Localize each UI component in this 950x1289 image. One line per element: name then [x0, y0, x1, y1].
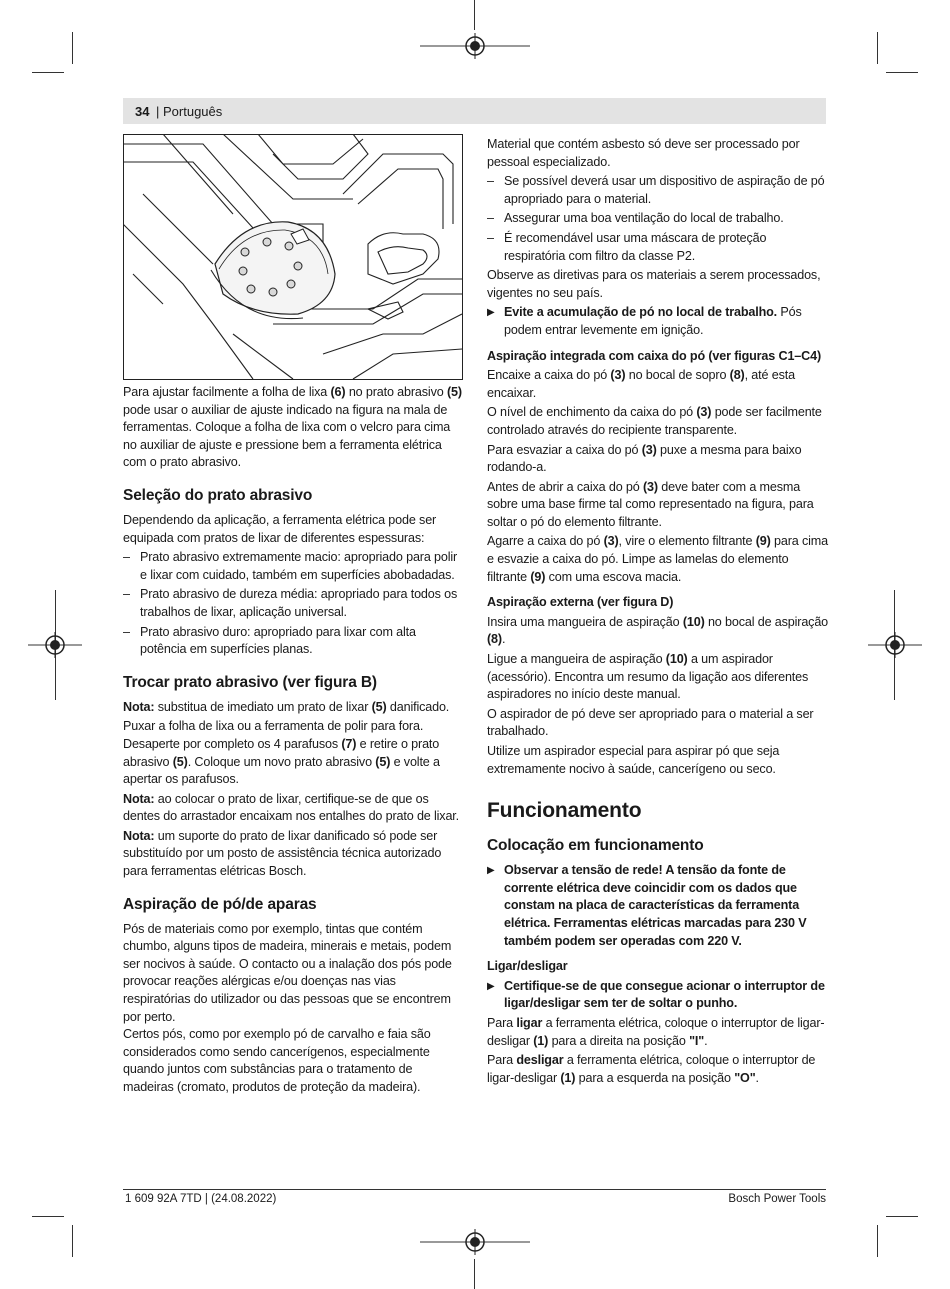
section-title: Trocar prato abrasivo (ver figura B): [123, 673, 377, 691]
bold-text-run: (9): [755, 534, 771, 549]
registration-mark-icon: [420, 1224, 530, 1260]
bold-text-run: (5): [446, 385, 462, 399]
bold-text-run: (5): [371, 699, 387, 714]
paragraph: [487, 1015, 829, 1050]
paragraph: Pós de materiais como por exemplo, tintas que contém chumbo, alguns tipos de madeira, minerais e metais, podem ser nocivos à saúde. O contacto ou a inalação dos pós pode provocar reações alérgicas e/ou doenças nas vias respiratórias do utilizador ou das pessoas que se encontrem por perto.: [123, 921, 452, 1024]
text-run: Puxar a folha de lixa ou a ferramenta de polir para fora. Desaperte por completo os 4 parafusos: [123, 719, 424, 751]
crop-mark: [32, 72, 64, 73]
text-run: com uma escova macia.: [545, 569, 682, 584]
left-column: [123, 384, 463, 1099]
crop-mark: [474, 0, 475, 30]
text-run: no prato abrasivo: [345, 385, 447, 399]
dash-icon: –: [487, 230, 494, 245]
text-run: Para esvaziar a caixa do pó: [487, 442, 642, 457]
text-run: Para: [487, 1015, 517, 1030]
bold-text-run: (7): [341, 736, 357, 751]
note-paragraph: [123, 791, 463, 826]
bullet-list: [123, 549, 463, 659]
text-run: danificado.: [386, 699, 450, 714]
text-run: puxe a mesma para baixo rodando-a.: [487, 442, 802, 475]
text-run: , até esta encaixar.: [487, 368, 795, 400]
bold-text-run: (3): [610, 368, 626, 383]
warning-item: [487, 862, 829, 950]
paragraph: [487, 1052, 829, 1087]
crop-mark: [886, 1216, 918, 1217]
bold-text-run: (3): [603, 534, 619, 549]
bold-text-run: Nota:: [123, 699, 155, 714]
footer-rule: [123, 1189, 826, 1190]
page-number: 34: [135, 104, 150, 119]
section-title: Aspiração de pó/de aparas: [123, 895, 317, 913]
paragraph: [487, 404, 829, 439]
bold-text-run: Nota:: [123, 828, 155, 843]
paragraph: [487, 533, 829, 586]
text-run: .: [501, 632, 506, 647]
text-run: para a direita na posição: [548, 1033, 690, 1048]
note-paragraph: [123, 828, 463, 881]
text-run: para a esquerda na posição: [575, 1070, 735, 1085]
list-item: – É recomendável usar uma máscara de proteção respiratória com filtro da classe P2.: [487, 230, 767, 263]
bold-text-run: (9): [530, 569, 546, 584]
paragraph: Observe as diretivas para os materiais a serem processados, vigentes no seu país.: [487, 268, 821, 300]
section-title: Seleção do prato abrasivo: [123, 486, 313, 504]
header-language: Português: [163, 104, 223, 119]
text-run: , vire o elemento filtrante: [618, 534, 756, 549]
bold-text-run: Observar a tensão de rede! A tensão da fonte de corrente elétrica deve coincidir com os dados que constam na placa de características da ferramenta elétrica. Ferramentas elétricas marcadas para 230 V também podem ser operadas com 220 V.: [504, 863, 807, 948]
list-item: – Prato abrasivo de dureza média: apropriado para todos os trabalhos de lixar, aplicação universal.: [123, 587, 458, 619]
text-run: Para: [487, 1053, 517, 1068]
crop-mark: [32, 1216, 64, 1217]
dash-icon: –: [123, 624, 130, 639]
paragraph: [487, 614, 829, 649]
bold-text-run: (10): [682, 614, 705, 629]
note-paragraph: [123, 699, 463, 717]
bold-text-run: "O": [734, 1070, 756, 1085]
dash-icon: –: [487, 174, 494, 189]
bold-text-run: (10): [665, 652, 688, 667]
text-run: no bocal de sopro: [625, 368, 730, 383]
text-run: pode usar o auxiliar de ajuste indicado na figura na mala de ferramentas. Coloque a folha de lixa com o velcro para cima no auxiliar de ajuste e pressione bem a ferramenta elétrica com o prato abrasivo.: [123, 402, 451, 470]
text-run: Ligue a mangueira de aspiração: [487, 652, 666, 667]
section-title: Colocação em funcionamento: [487, 837, 704, 855]
text-run: Insira uma mangueira de aspiração: [487, 614, 683, 629]
header-separator: |: [156, 104, 160, 119]
paragraph: Certos pós, como por exemplo pó de carvalho e faia são considerados como sendo cancerígenos, especialmente quando juntos com substâncias para o tratamento de madeiras (cromato, produtos de proteção da madeira).: [123, 1027, 431, 1094]
list-item: – Se possível deverá usar um dispositivo de aspiração de pó apropriado para o material.: [487, 174, 825, 206]
text-run: a ferramenta elétrica, coloque o interruptor de ligar-desligar: [487, 1053, 816, 1085]
text-run: e retire o prato abrasivo: [123, 736, 440, 769]
bold-text-run: (8): [729, 368, 745, 383]
registration-mark-icon: [28, 627, 82, 663]
bold-text-run: (5): [375, 754, 391, 769]
text-run: a ferramenta elétrica, coloque o interruptor de ligar-desligar: [487, 1015, 825, 1048]
text-run: . Coloque um novo prato abrasivo: [187, 754, 376, 769]
bold-text-run: (1): [560, 1070, 576, 1085]
bold-text-run: (1): [533, 1033, 549, 1048]
text-run: substitua de imediato um prato de lixar: [154, 699, 372, 714]
bold-text-run: (3): [696, 405, 712, 420]
paragraph: [487, 479, 829, 532]
text-run: O nível de enchimento da caixa do pó: [487, 405, 697, 420]
text-run: e volte a apertar os parafusos.: [123, 754, 440, 787]
bold-text-run: (6): [330, 385, 346, 399]
registration-mark-icon: [868, 627, 922, 663]
crop-mark: [72, 32, 73, 64]
paragraph: Dependendo da aplicação, a ferramenta elétrica pode ser equipada com pratos de lixar de diferentes espessuras:: [123, 512, 437, 545]
dash-icon: –: [123, 550, 130, 565]
bold-text-run: (5): [172, 754, 188, 769]
crop-mark: [886, 72, 918, 73]
bold-text-run: desligar: [516, 1053, 564, 1068]
text-run: um suporte do prato de lixar danificado só pode ser substituído por um posto de assistência técnica autorizado para ferramentas elétricas Bosch.: [123, 828, 442, 879]
paragraph: [487, 442, 829, 477]
text-run: Antes de abrir a caixa do pó: [487, 479, 643, 494]
paragraph: [487, 651, 829, 704]
text-run: para cima e esvazie a caixa do pó. Limpe as lamelas do elemento filtrante: [487, 534, 828, 584]
list-item: – Assegurar uma boa ventilação do local de trabalho.: [487, 210, 829, 228]
bold-text-run: Certifique-se de que consegue acionar o interruptor de ligar/desligar sem ter de soltar o punho.: [504, 978, 825, 1011]
bold-text-run: ligar: [516, 1015, 543, 1030]
text-run: deve bater com a mesma sobre uma base firme tal como representado na figura, para soltar o pó do elemento filtrante.: [487, 479, 814, 529]
sanding-pad-in-case-illustration: [123, 134, 463, 380]
text-run: a um aspirador (acessório). Encontra um resumo da ligação aos diferentes aspiradores no início deste manual.: [487, 652, 809, 702]
paragraph: Material que contém asbesto só deve ser processado por pessoal especializado.: [487, 137, 800, 169]
bold-text-run: (3): [642, 479, 658, 494]
dash-icon: –: [123, 587, 130, 602]
bold-text-run: Nota:: [123, 791, 155, 806]
list-item: – Prato abrasivo duro: apropriado para lixar com alta potência em superfícies planas.: [123, 624, 416, 657]
text-run: Encaixe a caixa do pó: [487, 368, 611, 383]
text-run: ao colocar o prato de lixar, certifique-se de que os dentes do arrastador encaixam nos entalhes do prato de lixar.: [123, 791, 459, 824]
crop-mark: [474, 1259, 475, 1289]
subsection-title: Aspiração externa (ver figura D): [487, 595, 674, 610]
dash-icon: –: [487, 211, 494, 226]
page-header: [123, 98, 826, 124]
footer-brand: Bosch Power Tools: [728, 1193, 826, 1205]
subsection-title: Aspiração integrada com caixa do pó (ver figuras C1–C4): [487, 348, 821, 363]
paragraph: [487, 367, 829, 402]
bold-text-run: (3): [641, 442, 657, 457]
bold-text-run: "I": [689, 1033, 705, 1048]
right-column: [487, 136, 829, 1089]
chapter-title: Funcionamento: [487, 799, 642, 823]
text-run: Agarre a caixa do pó: [487, 534, 604, 549]
triangle-bullet-icon: ▶: [487, 980, 495, 992]
crop-mark: [877, 32, 878, 64]
list-item: – Prato abrasivo extremamente macio: apropriado para polir e lixar com cuidado, também em superfícies abobadadas.: [123, 550, 458, 582]
text-run: .: [755, 1070, 759, 1085]
text-run: Para ajustar facilmente a folha de lixa: [123, 385, 331, 399]
paragraph: Utilize um aspirador especial para aspirar pó que seja extremamente nocivo à saúde, cancerígeno ou seco.: [487, 744, 780, 776]
bold-text-run: Evite a acumulação de pó no local de trabalho.: [504, 305, 778, 320]
bullet-list: [487, 173, 829, 265]
triangle-bullet-icon: ▶: [487, 865, 495, 877]
triangle-bullet-icon: ▶: [487, 307, 495, 319]
crop-mark: [72, 1225, 73, 1257]
bold-text-run: (8): [487, 632, 502, 647]
text-run: Pós podem entrar levemente em ignição.: [504, 305, 802, 337]
subsection-title: Ligar/desligar: [487, 959, 568, 974]
text-run: .: [704, 1033, 708, 1048]
warning-item: [487, 978, 829, 1013]
text-run: pode ser facilmente controlado através do recipiente transparente.: [487, 405, 822, 437]
registration-mark-icon: [420, 28, 530, 64]
footer-doc-code: 1 609 92A 7TD | (24.08.2022): [125, 1193, 277, 1205]
paragraph: [123, 718, 463, 788]
intro-paragraph: [123, 384, 463, 472]
warning-item: [487, 304, 829, 339]
text-run: no bocal de aspiração: [704, 614, 829, 629]
paragraph: O aspirador de pó deve ser apropriado para o material a ser trabalhado.: [487, 706, 814, 739]
crop-mark: [877, 1225, 878, 1257]
